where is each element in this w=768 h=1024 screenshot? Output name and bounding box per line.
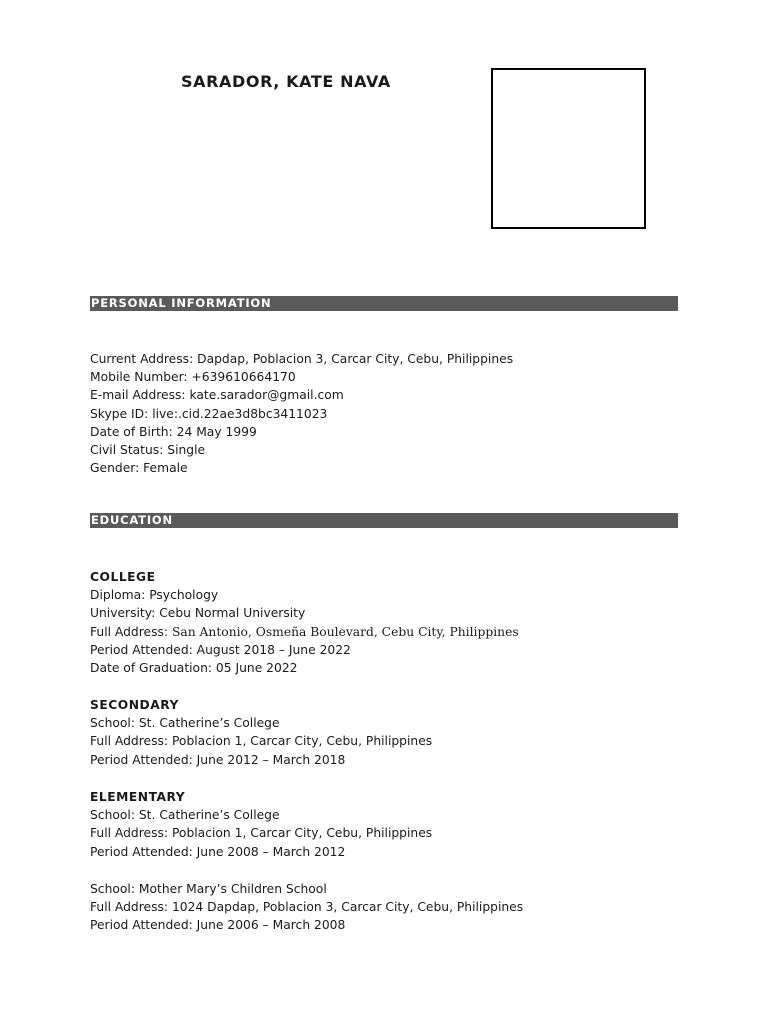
college-full-address: [90, 623, 519, 641]
current-address: Current Address: Dapdap, Poblacion 3, Carcar City, Cebu, Philippines: [90, 352, 514, 366]
elementary2-period-attended: Period Attended: June 2006 – March 2008: [90, 918, 346, 933]
secondary-full-address: Full Address: Poblacion 1, Carcar City, Cebu, Philippines: [90, 734, 433, 749]
section-header-education: EDUCATION: [90, 513, 678, 528]
college-block: [90, 568, 519, 677]
elementary-heading: ELEMENTARY: [90, 790, 186, 804]
secondary-heading: SECONDARY: [90, 698, 179, 712]
secondary-period-attended: Period Attended: June 2012 – March 2018: [90, 752, 346, 767]
elementary-period-attended: Period Attended: June 2008 – March 2012: [90, 844, 346, 859]
applicant-name: SARADOR, KATE NAVA: [181, 72, 391, 91]
email-address: E-mail Address: kate.sarador@gmail.com: [90, 388, 344, 403]
elementary-school: School: St. Catherine’s College: [90, 808, 280, 823]
college-diploma: Diploma: Psychology: [90, 588, 219, 603]
personal-information-block: [90, 350, 513, 477]
elementary2-school: School: Mother Mary’s Children School: [90, 882, 327, 896]
date-of-birth: Date of Birth: 24 May 1999: [90, 424, 257, 439]
college-date-of-graduation: Date of Graduation: 05 June 2022: [90, 661, 298, 676]
college-address-value: San Antonio, Osmeña Boulevard, Cebu City, Philippines: [171, 624, 519, 639]
gender: Gender: Female: [90, 461, 188, 476]
elementary-full-address: Full Address: Poblacion 1, Carcar City, Cebu, Philippines: [90, 826, 433, 841]
elementary2-full-address: Full Address: 1024 Dapdap, Poblacion 3, Carcar City, Cebu, Philippines: [90, 900, 524, 915]
college-period-attended: Period Attended: August 2018 – June 2022: [90, 642, 351, 657]
elementary-block: [90, 788, 432, 861]
photo-placeholder: [491, 68, 646, 229]
college-address-label: Full Address:: [90, 624, 172, 639]
civil-status: Civil Status: Single: [90, 443, 206, 458]
section-header-personal-information: PERSONAL INFORMATION: [90, 296, 678, 311]
secondary-school: School: St. Catherine’s College: [90, 716, 280, 731]
college-university: University: Cebu Normal University: [90, 606, 306, 621]
mobile-number: Mobile Number: +639610664170: [90, 370, 296, 385]
secondary-block: [90, 696, 432, 769]
elementary-block-2: [90, 880, 523, 935]
college-heading: COLLEGE: [90, 570, 156, 584]
skype-id: Skype ID: live:.cid.22ae3d8bc3411023: [90, 406, 328, 421]
